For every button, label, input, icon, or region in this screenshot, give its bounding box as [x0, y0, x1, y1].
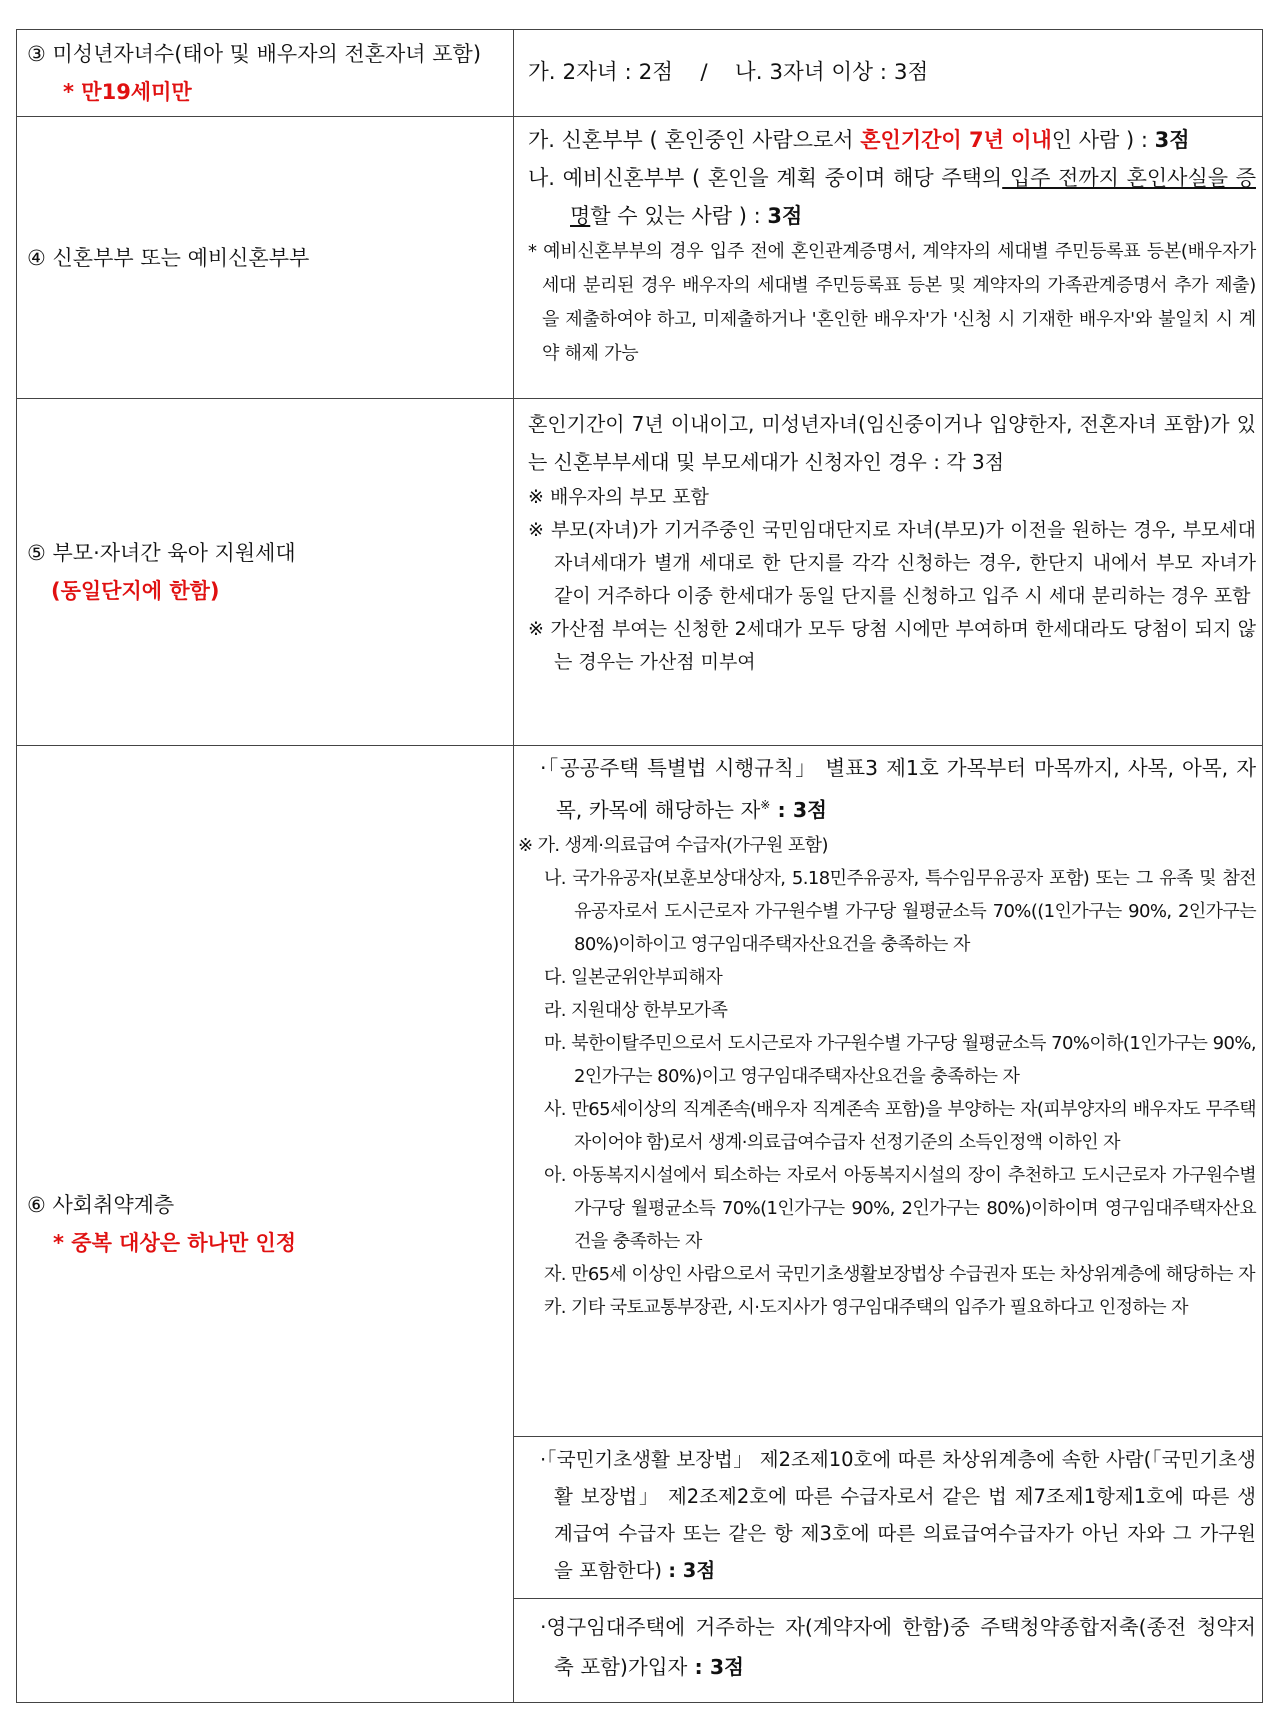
criteria-note-list: [518, 829, 1256, 1324]
criteria-label: ④ 신혼부부 또는 예비신혼부부: [27, 245, 310, 270]
list-item: ※ 가. 생계·의료급여 수급자(가구원 포함): [518, 834, 828, 856]
list-item: 사. 만65세이상의 직계존속(배우자 직계존속 포함)을 부양하는 자(피부양자의 배우자도 무주택자이어야 함)로서 생계·의료급여수급자 선정기준의 소득인정액 이하인 자: [544, 1098, 1256, 1153]
list-item: 카. 기타 국토교통부장관, 시·도지사가 영구임대주택의 입주가 필요하다고 인정하는 자: [544, 1296, 1188, 1318]
list-item: 라. 지원대상 한부모가족: [544, 999, 728, 1021]
criteria-text: ·영구임대주택에 거주하는 자(계약자에 한함)중 주택청약종합저축(종전 청약저축 포함)가입자: [540, 1615, 1256, 1679]
criteria-label-cell: [17, 117, 514, 399]
criteria-note: ※ 배우자의 부모 포함: [528, 486, 709, 508]
criteria-text: [518, 1607, 1256, 1687]
criteria-text: [528, 121, 1256, 159]
table-row: [17, 30, 1263, 117]
criteria-label: ③ 미성년자녀수(태아 및 배우자의 전혼자녀 포함): [27, 42, 482, 66]
criteria-text: 나. 예비신혼부부 ( 혼인을 계획 중이며 해당 주택의: [528, 166, 1003, 190]
list-item: 마. 북한이탈주민으로서 도시근로자 가구원수별 가구당 월평균소득 70%이하(1인가구는 90%, 2인가구는 80%)이고 영구임대주택자산요건을 충족하는 자: [544, 1032, 1256, 1087]
criteria-sublabel: * 중복 대상은 하나만 인정: [53, 1231, 297, 1255]
criteria-label-cell: [17, 399, 514, 746]
list-item: 나. 국가유공자(보훈보상대상자, 5.18민주유공자, 특수임무유공자 포함) 또는 그 유족 및 참전유공자로서 도시근로자 가구원수별 가구당 월평균소득 70%((1인가구는 90%, 2인가구는 80%)이하이고 영구임대주택자산요건을 충족하는 자: [544, 867, 1256, 955]
criteria-content-cell: [514, 1437, 1263, 1599]
score-text: 3점: [767, 204, 803, 228]
criteria-label: ⑥ 사회취약계층: [27, 1193, 175, 1217]
criteria-note: * 예비신혼부부의 경우 입주 전에 혼인관계증명서, 계약자의 세대별 주민등록표 등본(배우자가 세대 분리된 경우 배우자의 세대별 주민등록표 등본 및 계약자의 가족관계증명서 추가 제출)을 제출하여야 하고, 미제출하거나 '혼인한 배우자'가 '신청 시 기재한 배우자'와 불일치 시 계약 해제 가능: [528, 241, 1256, 364]
criteria-sublabel: * 만19세미만: [63, 80, 192, 104]
list-item: 다. 일본군위안부피해자: [544, 966, 723, 988]
criteria-label-cell: [17, 746, 514, 1703]
note-mark: ※: [760, 798, 771, 812]
criteria-content-cell: [514, 30, 1263, 117]
highlight-text: 혼인기간이 7년 이내: [860, 128, 1052, 152]
criteria-label-cell: [17, 30, 514, 117]
bonus-criteria-table: [16, 29, 1263, 1703]
criteria-content-cell: [514, 746, 1263, 1437]
criteria-label: ⑤ 부모·자녀간 육아 지원세대: [27, 541, 296, 565]
score-text: 3점: [1154, 128, 1190, 152]
criteria-text: ·「공공주택 특별법 시행규칙」 별표3 제1호 가목부터 마목까지, 사목, 아목, 자목, 카목에 해당하는 자: [540, 756, 1256, 822]
criteria-text: [528, 159, 1256, 235]
table-row: [17, 399, 1263, 746]
criteria-text: 인 사람 ) :: [1051, 128, 1155, 152]
table-row: [17, 117, 1263, 399]
underlined-text: 입주 전까지 혼인사실을 증명: [570, 166, 1256, 228]
score-text: : 3점: [687, 1655, 744, 1679]
criteria-content-cell: [514, 1599, 1263, 1703]
criteria-sublabel: (동일단지에 한함): [51, 579, 220, 603]
criteria-text: [518, 1441, 1256, 1589]
score-text: : 3점: [668, 1559, 716, 1582]
criteria-text: 가. 신혼부부 ( 혼인중인 사람으로서: [528, 128, 861, 152]
criteria-text: 혼인기간이 7년 이내이고, 미성년자녀(임신중이거나 입양한자, 전혼자녀 포함)가 있는 신혼부부세대 및 부모세대가 신청자인 경우 : 각 3점: [528, 412, 1256, 474]
criteria-content-cell: [514, 399, 1263, 746]
list-item: 아. 아동복지시설에서 퇴소하는 자로서 아동복지시설의 장이 추천하고 도시근로자 가구원수별 가구당 월평균소득 70%(1인가구는 90%, 2인가구는 80%)이하이며 영구임대주택자산요건을 충족하는 자: [544, 1164, 1256, 1252]
criteria-text: 할 수 있는 사람 ) :: [590, 204, 768, 228]
criteria-note: ※ 부모(자녀)가 기거주중인 국민임대단지로 자녀(부모)가 이전을 원하는 경우, 부모세대 자녀세대가 별개 세대로 한 단지를 각각 신청하는 경우, 한단지 내에서 부모 자녀가 같이 거주하다 이중 한세대가 동일 단지를 신청하고 입주 시 세대 분리하는 경우 포함: [528, 519, 1256, 607]
criteria-text: 가. 2자녀 : 2점 / 나. 3자녀 이상 : 3점: [528, 60, 929, 85]
criteria-text: ·「국민기초생활 보장법」 제2조제10호에 따른 차상위계층에 속한 사람(「국민기초생활 보장법」 제2조제2호에 따른 수급자로서 같은 법 제7조제1항제1호에 따른 생계급여 수급자 또는 같은 항 제3호에 따른 의료급여수급자가 아닌 자와 그 가구원을 포함한다): [540, 1448, 1256, 1582]
score-text: : 3점: [770, 797, 827, 822]
criteria-content-cell: [514, 117, 1263, 399]
criteria-note: ※ 가산점 부여는 신청한 2세대가 모두 당첨 시에만 부여하며 한세대라도 당첨이 되지 않는 경우는 가산점 미부여: [528, 618, 1256, 673]
table-row: [17, 746, 1263, 1437]
criteria-text: [518, 750, 1256, 829]
list-item: 자. 만65세 이상인 사람으로서 국민기초생활보장법상 수급권자 또는 차상위계층에 해당하는 자: [544, 1263, 1255, 1285]
